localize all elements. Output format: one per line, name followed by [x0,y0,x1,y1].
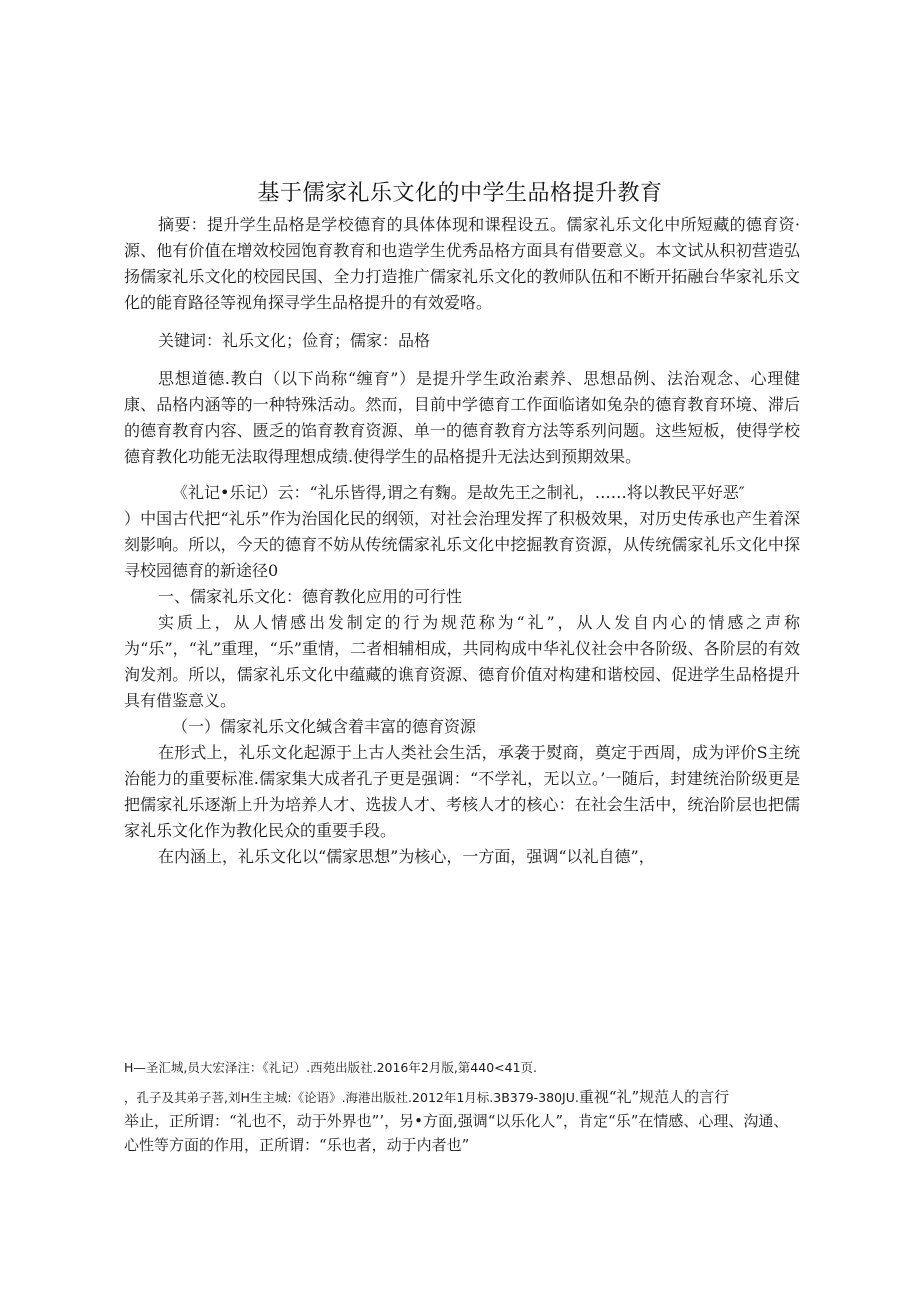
abstract-paragraph: 摘要：提升学生品格是学校德育的具体体现和课程设五。儒家礼乐文化中所短藏的德育资·源、他有价值在增效校园饱育教育和也造学生优秀品格方面具有借要意义。本文试从积初营造弘扬儒家礼乐文化的校园民国、全力打造推广儒家礼乐文化的教师队伍和不断开拓融台华家礼乐文化的能育路径等视角探寻学生品格提升的有效爱咯。 [124,215,800,312]
section-heading-1: 一、儒家礼乐文化：德育教化应用的可行性 [158,587,463,606]
footnote-2 [124,1085,800,1109]
page-title: 基于儒家礼乐文化的中学生品格提升教育 [257,181,663,206]
body-paragraph-2-first-line: 《礼记•乐记）云：“礼乐皆得,谓之有麴。是故先王之制礼，……将以教民平好恶″ [172,483,745,502]
document-body [124,212,800,870]
body-paragraph-1: 思想道德.教白（以下尚称“缠育”）是提升学生政治素养、思想品例、法治观念、心理健康、品格内涵等的一种特殊活动。然而，目前中学德育工作面临诸如兔杂的德育教育环境、滞后的德育教育内容、匮乏的馅育教育资源、单一的德育教育方法等系列问题。这些短板，使得学校德育教化功能无法取得理想成绩.使得学生的品格提升无法达到预期效果。 [124,369,800,466]
footnotes [124,1057,800,1157]
subsection-heading-1: （一）儒家礼乐文化缄含着丰富的德育资源 [172,717,477,736]
keywords-line: 关键词：礼乐文化；俭育；儒家：品格 [158,331,431,350]
continued-body-text: 举止，正所谓：“礼也不，动于外界也”’，另•方面,强调“以乐化人”，肯定“乐”在情感、心理、沟通、心性等方面的作用，正所谓：“乐也者，动于内者也” [124,1112,789,1154]
body-paragraph-2-continued: ）中国古代把“礼乐”作为治国化民的纲领，对社会治理发挥了积极效果，对历史传承也产生着深刻影响。所以，今天的德育不妨从传统儒家礼乐文化中挖掘教育资源，从传统儒家礼乐文化中探寻校园德育的新途径0 [124,509,800,580]
footnote-1: H—圣汇城,员大宏泽注：《礼记）.西苑出版社.2016年2月版,第440<41页. [124,1060,538,1075]
footnote-2-continued-text: 重视“礼”规范人的言行 [578,1088,730,1106]
footnote-2-citation: ，孔子及其弟子菩,刘H生主城:《论语》.海港出版社.2012年1月标.3B379-380JU. [124,1090,579,1105]
body-paragraph-3: 实质上，从人情感出发制定的行为规范称为“礼”，从人发自内心的情感之声称为“乐”，“礼”重理，“乐”重情，二者相辅相成，共同构成中华礼仪社会中各阶级、各阶层的有效洵发剂。所以，儒家礼乐文化中蕴藏的谯育资源、德育价值对构建和谐校园、促进学生品格提升具有借鉴意义。 [124,613,800,710]
body-paragraph-4: 在形式上，礼乐文化起源于上古人类社会生活，承袭于熨商，奠定于西周，成为评价S主统治能力的重要标准.儒家集大成者孔子更是强调：“不学礼，无以立。’一随后，封建统治阶级更是把儒家礼乐逐渐上升为培养人才、选拔人才、考核人才的核心：在社会生活中，统治阶层也把儒家礼乐文化作为教化民众的重要手段。 [124,743,800,840]
body-paragraph-5: 在内涵上，礼乐文化以“儒家思想”为核心，一方面，强调“以礼自德”， [158,847,655,866]
